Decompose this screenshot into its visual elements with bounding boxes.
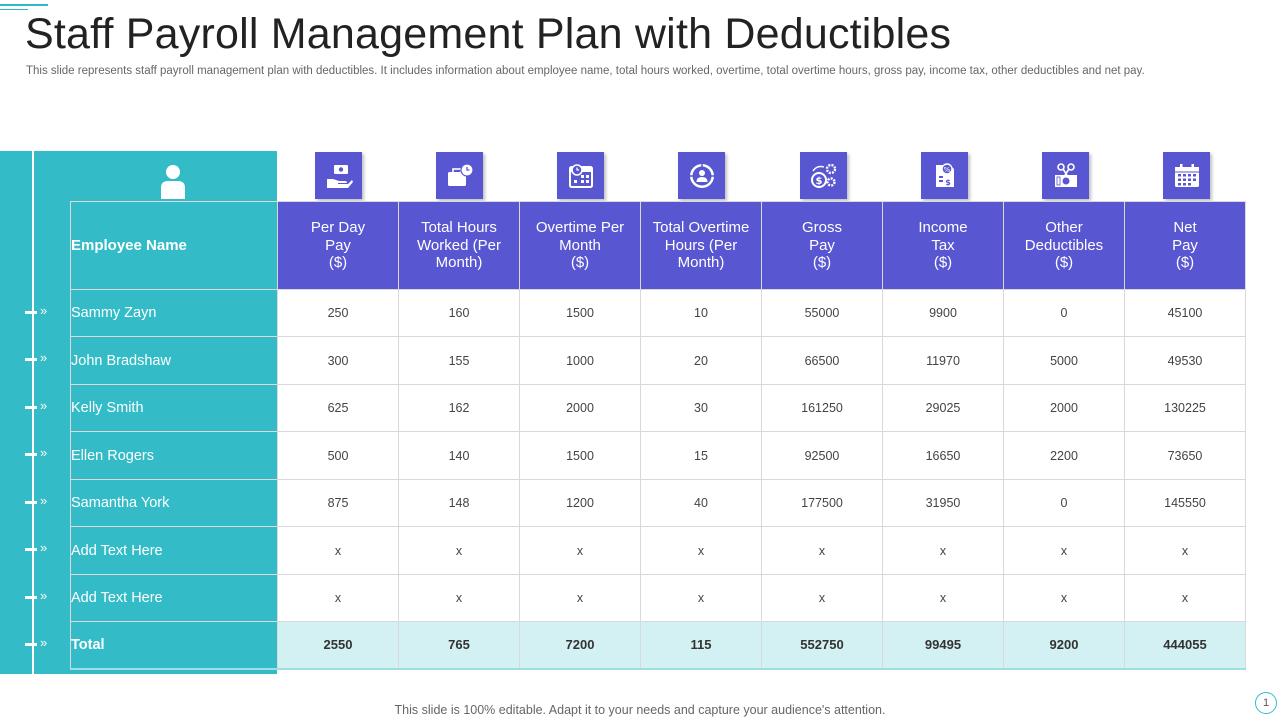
- total-cell: 99495: [883, 622, 1004, 669]
- scissors-money-icon: [1042, 152, 1089, 199]
- table-cell: 2200: [1004, 432, 1125, 480]
- header-row: [71, 202, 1246, 290]
- table-cell: 162: [399, 385, 520, 432]
- employee-name-header: Employee Name: [71, 202, 278, 290]
- table-cell: 161250: [762, 385, 883, 432]
- table-cell: x: [399, 527, 520, 575]
- table-cell: 300: [278, 337, 399, 385]
- table-cell: 625: [278, 385, 399, 432]
- table-row: [71, 337, 1246, 385]
- gross-pay-header: Gross Pay ($): [762, 202, 883, 290]
- total-cell: 7200: [520, 622, 641, 669]
- table-cell: x: [278, 575, 399, 622]
- employee-name: Add Text Here: [71, 575, 278, 622]
- table-cell: 0: [1004, 290, 1125, 337]
- table-cell: 148: [399, 480, 520, 527]
- row-bullet-icon: »: [25, 637, 55, 651]
- table-cell: 1000: [520, 337, 641, 385]
- table-row: [71, 385, 1246, 432]
- total-cell: 552750: [762, 622, 883, 669]
- table-cell: 130225: [1125, 385, 1246, 432]
- row-bullet-icon: »: [25, 542, 55, 556]
- table-cell: 0: [1004, 480, 1125, 527]
- clock-person-icon: [678, 152, 725, 199]
- table-cell: 2000: [520, 385, 641, 432]
- row-bullet-icon: »: [25, 400, 55, 414]
- net-pay-header: Net Pay ($): [1125, 202, 1246, 290]
- page-number: 1: [1255, 692, 1277, 714]
- row-bullet-icon: »: [25, 447, 55, 461]
- row-bullet-icon: »: [25, 590, 55, 604]
- table-cell: x: [399, 575, 520, 622]
- table-cell: 40: [641, 480, 762, 527]
- table-cell: 9900: [883, 290, 1004, 337]
- page-title: Staff Payroll Management Plan with Deductibles: [25, 10, 952, 58]
- table-cell: 875: [278, 480, 399, 527]
- table-row: [71, 575, 1246, 622]
- calendar-icon: [1163, 152, 1210, 199]
- table-cell: 1500: [520, 290, 641, 337]
- employee-name: Samantha York: [71, 480, 278, 527]
- table-cell: 5000: [1004, 337, 1125, 385]
- employee-name: Sammy Zayn: [71, 290, 278, 337]
- briefcase-clock-icon: [436, 152, 483, 199]
- tax-document-icon: [921, 152, 968, 199]
- table-cell: 177500: [762, 480, 883, 527]
- total-cell: 444055: [1125, 622, 1246, 669]
- other-deductibles-header: Other Deductibles ($): [1004, 202, 1125, 290]
- table-cell: 145550: [1125, 480, 1246, 527]
- table-cell: 500: [278, 432, 399, 480]
- table-cell: 16650: [883, 432, 1004, 480]
- table-row: [71, 480, 1246, 527]
- table-cell: 2000: [1004, 385, 1125, 432]
- employee-name: John Bradshaw: [71, 337, 278, 385]
- table-cell: 92500: [762, 432, 883, 480]
- table-cell: 31950: [883, 480, 1004, 527]
- table-cell: 1200: [520, 480, 641, 527]
- table-cell: x: [883, 527, 1004, 575]
- table-cell: x: [762, 575, 883, 622]
- calendar-clock-icon: [557, 152, 604, 199]
- income-tax-header: Income Tax ($): [883, 202, 1004, 290]
- corner-accent-line: [0, 4, 48, 6]
- table-cell: x: [1125, 575, 1246, 622]
- dollar-gears-icon: [800, 152, 847, 199]
- table-cell: x: [520, 575, 641, 622]
- row-bullet-icon: »: [25, 305, 55, 319]
- employee-name: Kelly Smith: [71, 385, 278, 432]
- total-label: Total: [71, 622, 278, 669]
- total-cell: 115: [641, 622, 762, 669]
- table-row: [71, 290, 1246, 337]
- person-icon: [157, 163, 189, 199]
- table-cell: 15: [641, 432, 762, 480]
- payroll-table: [70, 201, 1246, 670]
- total-overtime-hours-header: Total Overtime Hours (Per Month): [641, 202, 762, 290]
- table-cell: 11970: [883, 337, 1004, 385]
- table-cell: 49530: [1125, 337, 1246, 385]
- table-cell: 250: [278, 290, 399, 337]
- row-bullet-icon: »: [25, 495, 55, 509]
- table-cell: x: [1004, 575, 1125, 622]
- page-subtitle: This slide represents staff payroll management plan with deductibles. It includes information about employee name, total hours worked, overtime, total overtime hours, gross pay, income tax, other deductibles and net pay.: [26, 65, 1145, 77]
- table-cell: 30: [641, 385, 762, 432]
- table-cell: 29025: [883, 385, 1004, 432]
- table-cell: 73650: [1125, 432, 1246, 480]
- total-cell: 765: [399, 622, 520, 669]
- table-cell: x: [883, 575, 1004, 622]
- table-cell: x: [762, 527, 883, 575]
- table-cell: 140: [399, 432, 520, 480]
- table-cell: x: [1125, 527, 1246, 575]
- employee-name: Ellen Rogers: [71, 432, 278, 480]
- table-cell: 1500: [520, 432, 641, 480]
- table-row: [71, 432, 1246, 480]
- table-cell: 55000: [762, 290, 883, 337]
- total-row: [71, 622, 1246, 669]
- table-cell: 66500: [762, 337, 883, 385]
- employee-name: Add Text Here: [71, 527, 278, 575]
- per-day-pay-header: Per Day Pay ($): [278, 202, 399, 290]
- footer-note: This slide is 100% editable. Adapt it to your needs and capture your audience's attention.: [394, 703, 886, 717]
- table-cell: 160: [399, 290, 520, 337]
- table-cell: 20: [641, 337, 762, 385]
- table-cell: x: [641, 527, 762, 575]
- table-cell: 10: [641, 290, 762, 337]
- table-cell: x: [1004, 527, 1125, 575]
- table-cell: x: [520, 527, 641, 575]
- total-cell: 2550: [278, 622, 399, 669]
- svg-text:%: %: [943, 165, 950, 174]
- table-row: [71, 527, 1246, 575]
- svg-text:$: $: [815, 175, 822, 187]
- table-cell: x: [278, 527, 399, 575]
- svg-text:$: $: [944, 177, 951, 187]
- corner-accent-line-2: [0, 9, 28, 10]
- table-cell: 45100: [1125, 290, 1246, 337]
- total-cell: 9200: [1004, 622, 1125, 669]
- row-bullet-icon: »: [25, 352, 55, 366]
- total-hours-header: Total Hours Worked (Per Month): [399, 202, 520, 290]
- hand-money-icon: [315, 152, 362, 199]
- overtime-per-month-header: Overtime Per Month ($): [520, 202, 641, 290]
- table-cell: 155: [399, 337, 520, 385]
- table-cell: x: [641, 575, 762, 622]
